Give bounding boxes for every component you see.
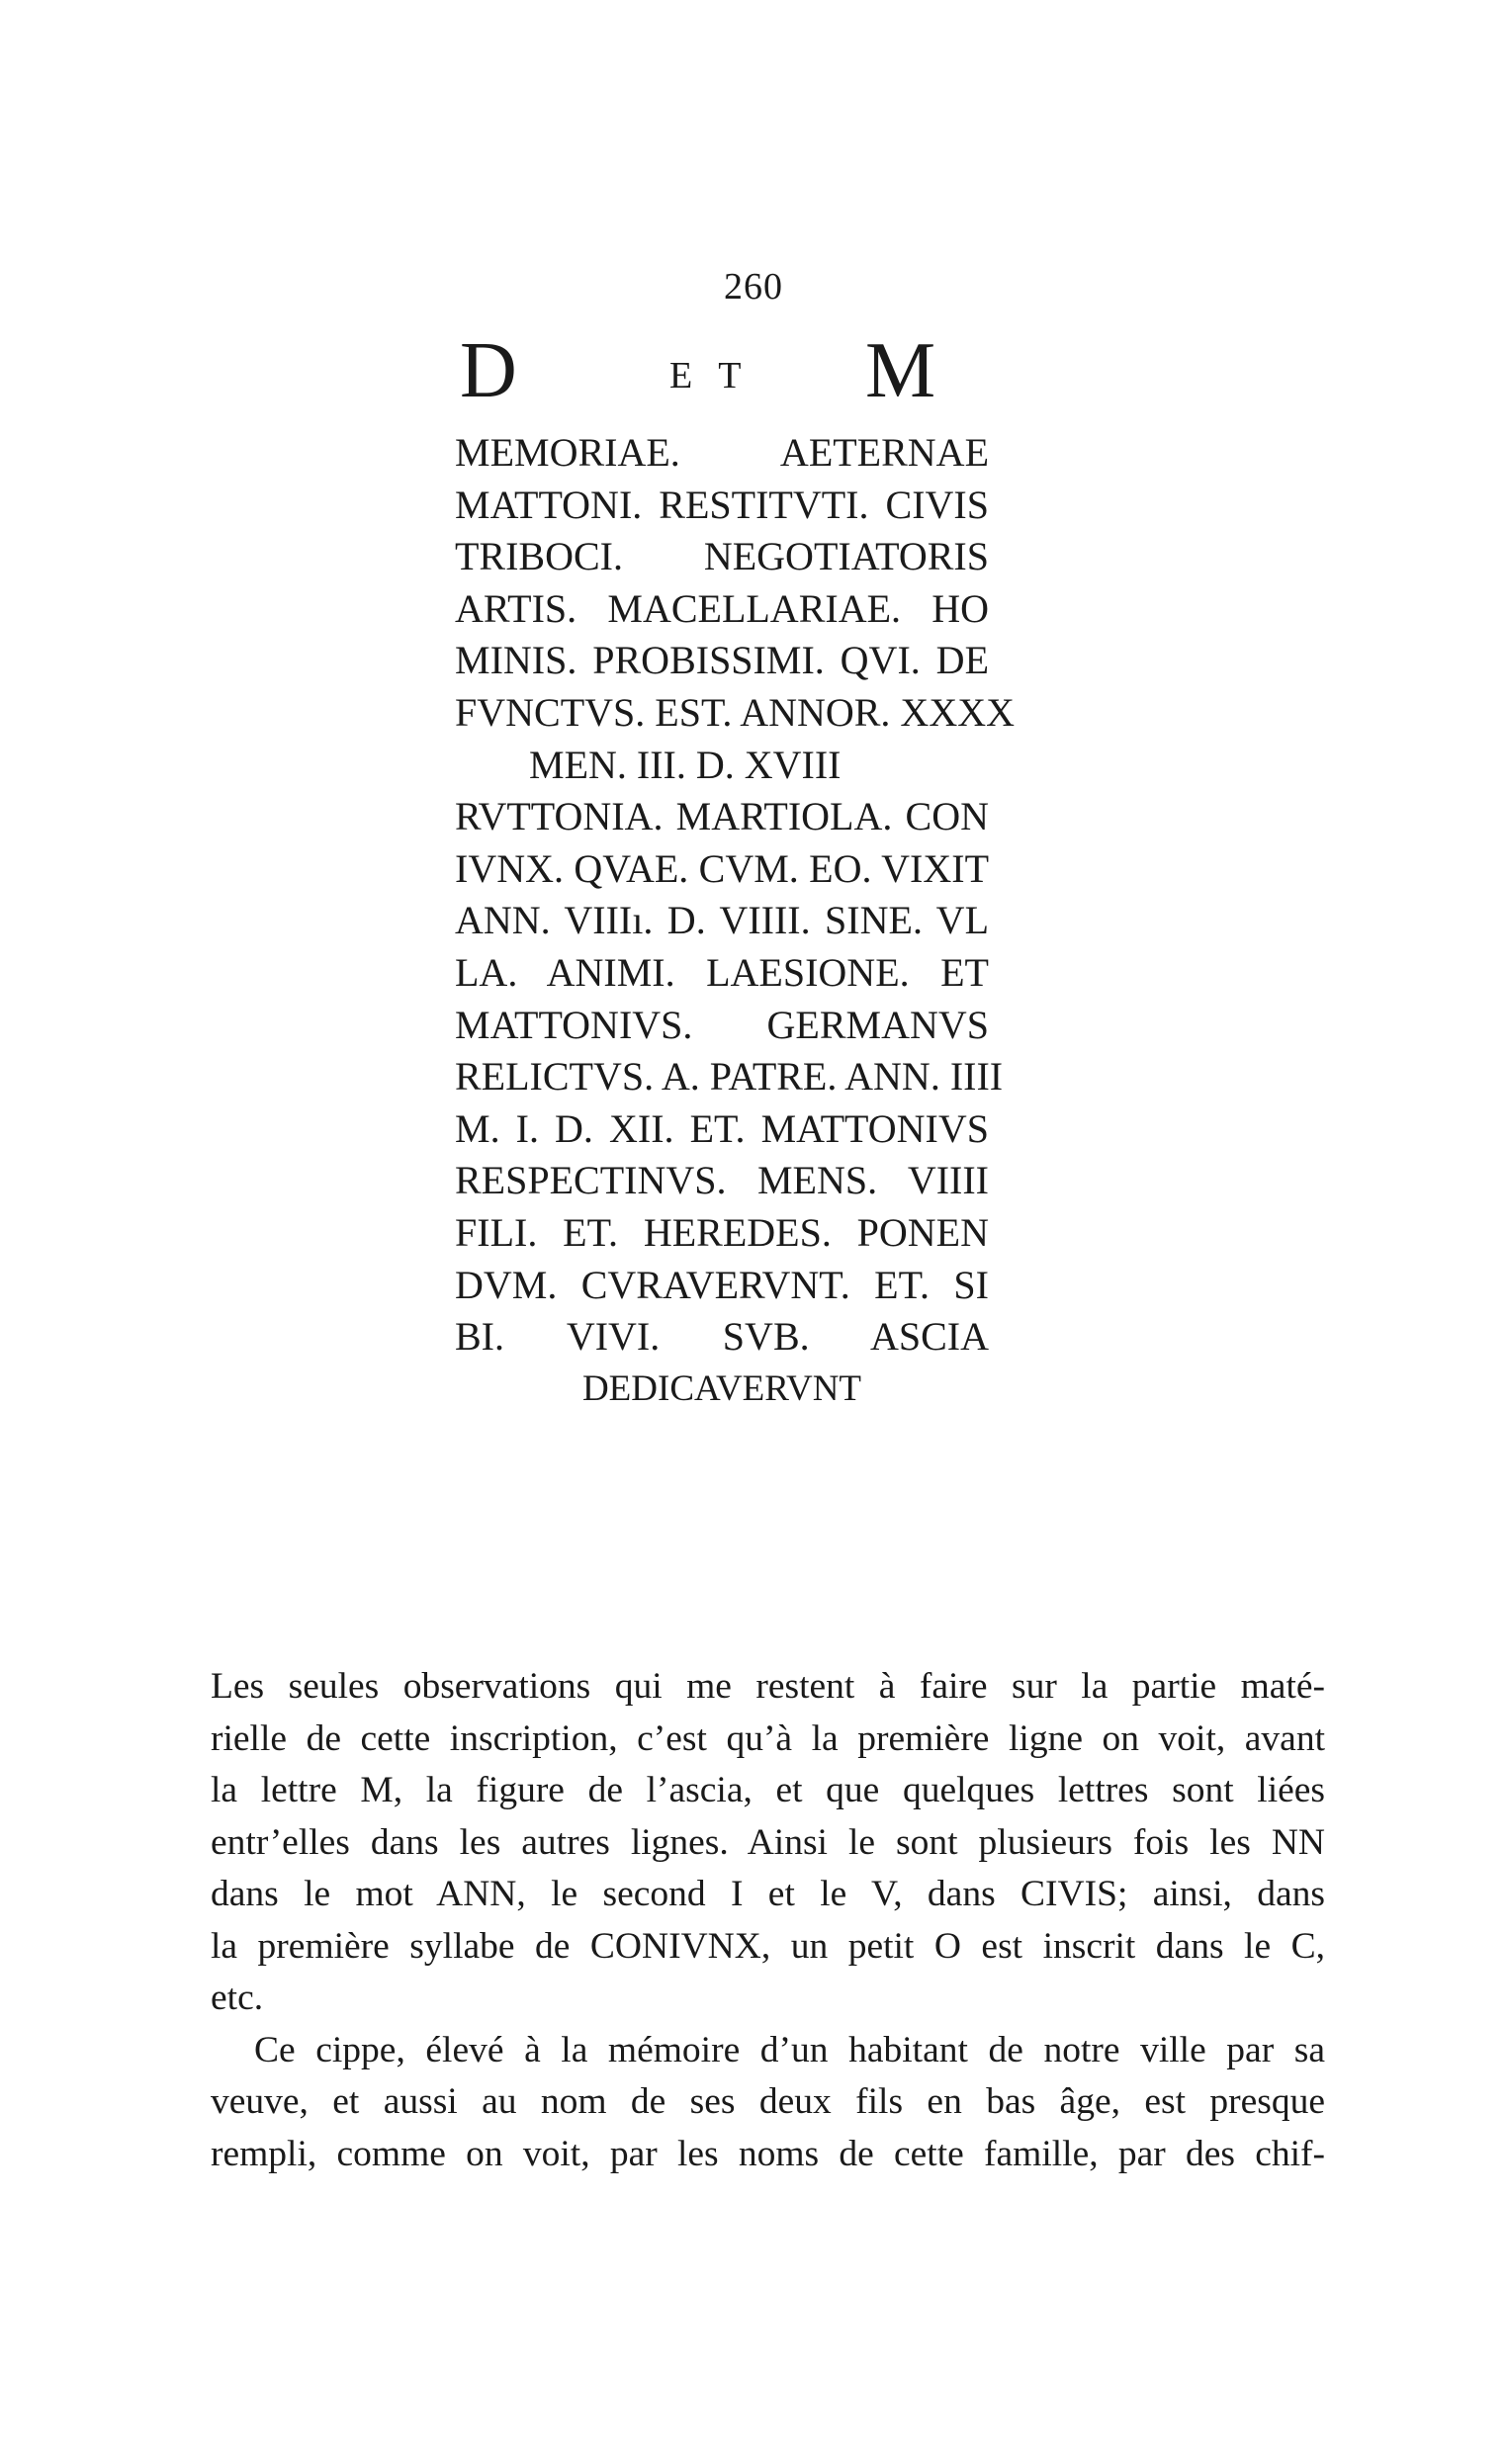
inscription-line: RVTTONIA. MARTIOLA. CON	[455, 794, 989, 839]
inscription-heading	[460, 326, 974, 415]
inscription-line: M. I. D. XII. ET. MATTONIVS	[455, 1105, 989, 1151]
inscription-line: LA. ANIMI. LAESIONE. ET	[455, 949, 989, 995]
inscription-line: MEN. III. D. XVIII	[529, 742, 842, 787]
inscription-text	[455, 427, 1015, 1415]
inscription-line: TRIBOCI. NEGOTIATORIS	[455, 534, 989, 579]
text-line: Ce cippe, élevé à la mémoire d’un habitant de notre ville par sa	[254, 2029, 1325, 2070]
inscription-line: ARTIS. MACELLARIAE. HO	[455, 585, 989, 631]
text-line: entr’elles dans les autres lignes. Ainsi le sont plusieurs fois les NN	[211, 1821, 1325, 1863]
inscription-line: MATTONI. RESTITVTI. CIVIS	[455, 482, 989, 527]
text-line: etc.	[211, 1978, 264, 2018]
text-line: dans le mot ANN, le second I et le V, dans CIVIS; ainsi, dans	[211, 1874, 1325, 1914]
inscription-line: ANN. VIIIı. D. VIIII. SINE. VL	[455, 898, 989, 943]
text-line: rielle de cette inscription, c’est qu’à la première ligne on voit, avant	[211, 1717, 1325, 1759]
inscription-line: MINIS. PROBISSIMI. QVI. DE	[455, 638, 989, 683]
inscription-line: FVNCTVS. EST. ANNOR. XXXX	[455, 689, 1015, 735]
inscription-line: MEMORIAE. AETERNAE	[455, 430, 989, 475]
text-line: la lettre M, la figure de l’ascia, et que quelques lettres sont liées	[211, 1770, 1325, 1810]
inscription-line: RESPECTINVS. MENS. VIIII	[455, 1158, 989, 1203]
paragraph-observations	[211, 1661, 1325, 2025]
inscription-line: IVNX. QVAE. CVM. EO. VIXIT	[455, 845, 989, 891]
heading-letter-d: D	[460, 327, 517, 414]
heading-letter-m: M	[865, 327, 936, 414]
text-line: Les seules observations qui me restent à faire sur la partie maté-	[211, 1666, 1325, 1707]
inscription-line: DEDICAVERVNT	[581, 1367, 862, 1409]
paragraph-cippe	[211, 2025, 1325, 2181]
inscription-line: DVM. CVRAVERVNT. ET. SI	[455, 1262, 989, 1307]
text-line: rempli, comme on voit, par les noms de cette famille, par des chif-	[211, 2133, 1325, 2174]
body-text	[211, 1661, 1325, 2180]
text-line: la première syllabe de CONIVNX, un petit O est inscrit dans le C,	[211, 1925, 1325, 1967]
page-number: 260	[724, 266, 783, 308]
text-line: veuve, et aussi au nom de ses deux fils en bas âge, est presque	[211, 2081, 1325, 2122]
inscription-line: RELICTVS. A. PATRE. ANN. IIII	[455, 1054, 1004, 1100]
inscription-line: BI. VIVI. SVB. ASCIA	[455, 1314, 989, 1360]
inscription-line: FILI. ET. HEREDES. PONEN	[455, 1209, 989, 1255]
inscription-line: MATTONIVS. GERMANVS	[455, 1002, 989, 1047]
heading-et: ET	[669, 355, 767, 396]
